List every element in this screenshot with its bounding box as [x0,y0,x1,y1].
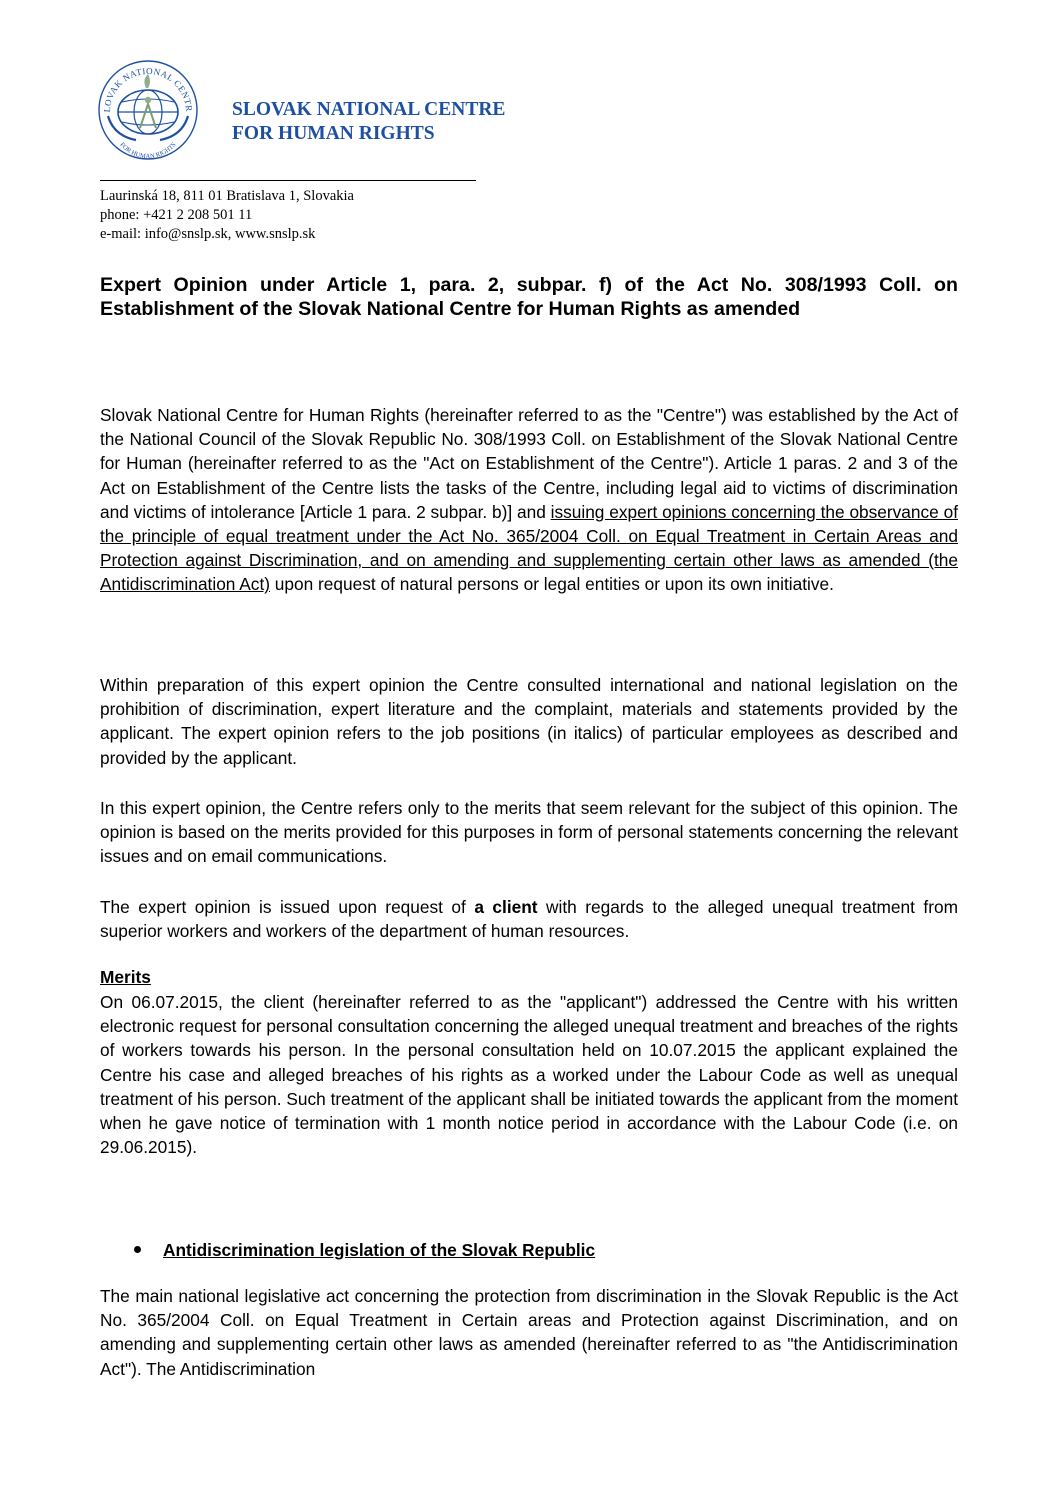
request-bold-text: a client [474,897,538,917]
antidiscrimination-paragraph: The main national legislative act concerning the protection from discrimination in the Slovak Republic is the Act No. 365/2004 Coll. on Equal Treatment in Certain areas and Protection against Discrimination, and on amending and supplementing certain other laws as amended (hereinafter referred to as "the Antidiscrimination Act"). The Antidiscrimination [100,1286,958,1379]
intro-underlined-text: issuing expert opinions concerning the observance of the principle of equal treatment under the Act No. 365/2004 Coll. on Equal Treatment in Certain Areas and Protection against Discrimination, and on amending and supplementing certain other laws as amended (the Antidiscrimination Act) [100,501,959,595]
section-heading-text: Antidiscrimination legislation of the Slovak Republic [163,1240,596,1260]
email-line: e-mail: info@snslp.sk, www.snslp.sk [100,226,316,242]
scope-paragraph: In this expert opinion, the Centre refers only to the merits that seem relevant for the subject of this opinion. The opinion is based on the merits provided for this purposes in form of personal statements concerning the relevant issues and on email communications. [100,798,958,867]
address-line: Laurinská 18, 811 01 Bratislava 1, Slovakia [100,188,354,204]
contact-block [100,187,354,244]
request-paragraph [100,895,958,943]
bullet-icon [134,1246,141,1253]
intro-text-part2: upon request of natural persons or legal entities or upon its own initiative. [270,574,834,595]
preparation-paragraph: Within preparation of this expert opinion the Centre consulted international and national legislation on the prohibition of discrimination, expert literature and the complaint, materials and statements provided by the applicant. The expert opinion refers to the job positions (in italics) of particular employees as described and provided by the applicant. [100,675,958,768]
organization-name [232,98,505,146]
request-text-part1: The expert opinion is issued upon request of [100,897,475,917]
svg-text:FOR HUMAN RIGHTS [118,141,177,160]
section-heading-antidiscrimination [134,1238,595,1262]
organization-name-line2: FOR HUMAN RIGHTS [232,123,435,144]
logo-text-bottom: FOR HUMAN RIGHTS [118,141,178,161]
document-title: Expert Opinion under Article 1, para. 2, subpar. f) of the Act No. 308/1993 Coll. on Establishment of the Slovak National Centre for Human Rights as amended [100,274,958,320]
phone-line: phone: +421 2 208 501 11 [100,207,253,223]
intro-paragraph [100,403,958,597]
intro-text-part1: Slovak National Centre for Human Rights (hereinafter referred to as the "Centre") was established by the Act of the National Council of the Slovak Republic No. 308/1993 Coll. on Establishment of the Slovak National Centre for Human (hereinafter referred to as the "Act on Establishment of the Centre"). Article 1 paras. 2 and 3 of the Act on Establishment of the Centre lists the tasks of the Centre, including legal aid to victims of discrimination and victims of intolerance [Article 1 para. 2 subpar. b)] and [100,405,958,522]
request-text-part2: with regards to the alleged unequal treatment from superior workers and workers of the department of human resources. [100,897,958,942]
logo-text-top: LOVAK NATIONAL CENTR [101,65,195,113]
organization-logo [96,58,200,162]
merits-paragraph: On 06.07.2015, the client (hereinafter referred to as the "applicant") addressed the Centre with his written electronic request for personal consultation concerning the alleged unequal treatment and breaches of the rights of workers towards his person. In the personal consultation held on 10.07.2015 the applicant explained the Centre his case and alleged breaches of his rights as a worked under the Labour Code as well as unequal treatment of his person. Such treatment of the applicant shall be initiated towards the applicant from the moment when he gave notice of termination with 1 month notice period in accordance with the Labour Code (i.e. on 29.06.2015). [100,992,958,1158]
merits-heading: Merits [100,967,151,987]
header-divider [100,180,476,181]
organization-name-line1: SLOVAK NATIONAL CENTRE [232,99,506,120]
globe-logo-icon [96,58,200,162]
